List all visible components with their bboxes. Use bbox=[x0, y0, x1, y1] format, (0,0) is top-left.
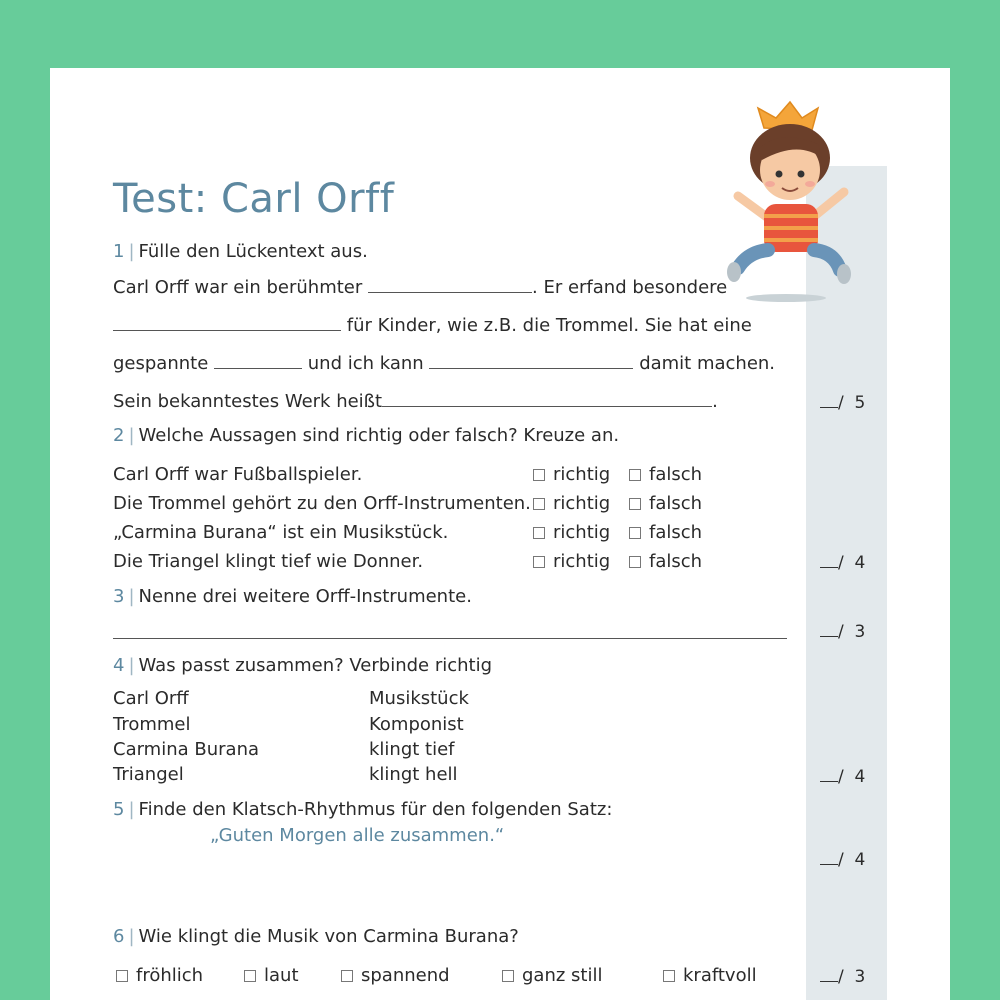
cloze-text: . Er erfand besondere bbox=[532, 277, 728, 298]
checkbox[interactable] bbox=[533, 527, 545, 539]
option-label: laut bbox=[264, 965, 299, 986]
page-title: Test: Carl Orff bbox=[113, 176, 395, 222]
score-task-2 bbox=[820, 553, 880, 573]
task-1-prompt: Fülle den Lückentext aus. bbox=[138, 241, 368, 262]
cloze-line-4 bbox=[113, 391, 718, 412]
cloze-text: für Kinder, wie z.B. die Trommel. Sie hat eine bbox=[346, 315, 752, 336]
match-right-4[interactable]: klingt hell bbox=[369, 764, 458, 785]
option-false-1[interactable] bbox=[629, 464, 702, 485]
checkbox[interactable] bbox=[533, 498, 545, 510]
statement-1: Carl Orff war Fußballspieler. bbox=[113, 464, 363, 485]
option-true-3[interactable] bbox=[533, 522, 610, 543]
option-label: fröhlich bbox=[136, 965, 204, 986]
cloze-blank[interactable] bbox=[113, 316, 341, 331]
cloze-line-2 bbox=[113, 315, 752, 336]
option-label: richtig bbox=[553, 464, 611, 485]
checkbox[interactable] bbox=[341, 970, 353, 982]
rhythm-sentence: „Guten Morgen alle zusammen.“ bbox=[210, 825, 505, 846]
score-blank[interactable] bbox=[820, 769, 838, 782]
option-true-4[interactable] bbox=[533, 551, 610, 572]
option-true-2[interactable] bbox=[533, 493, 610, 514]
option-true-1[interactable] bbox=[533, 464, 610, 485]
score-blank[interactable] bbox=[820, 969, 838, 982]
statement-4: Die Triangel klingt tief wie Donner. bbox=[113, 551, 424, 572]
score-slash: / bbox=[838, 393, 844, 413]
answer-line[interactable] bbox=[113, 638, 787, 639]
checkbox[interactable] bbox=[533, 556, 545, 568]
task-2-prompt: Welche Aussagen sind richtig oder falsch? Kreuze an. bbox=[138, 425, 620, 446]
cloze-text: gespannte bbox=[113, 353, 209, 374]
match-right-2[interactable]: Komponist bbox=[369, 714, 464, 735]
score-task-5 bbox=[820, 850, 880, 870]
score-task-1 bbox=[820, 393, 880, 413]
checkbox[interactable] bbox=[502, 970, 514, 982]
checkbox[interactable] bbox=[629, 556, 641, 568]
cloze-text: Sein bekanntestes Werk heißt bbox=[113, 391, 383, 412]
cloze-text: damit machen. bbox=[639, 353, 776, 374]
task-4-number: 4 bbox=[113, 655, 125, 676]
option-false-3[interactable] bbox=[629, 522, 702, 543]
task-5-prompt: Finde den Klatsch-Rhythmus für den folgenden Satz: bbox=[138, 799, 613, 820]
score-slash: / bbox=[838, 967, 844, 987]
option-label: kraftvoll bbox=[683, 965, 757, 986]
option-label: richtig bbox=[553, 493, 611, 514]
task-5-number: 5 bbox=[113, 799, 125, 820]
task-3-heading: 3 | Nenne drei weitere Orff-Instrumente. bbox=[113, 586, 472, 607]
boy-illustration bbox=[718, 100, 858, 305]
option-label: spannend bbox=[361, 965, 450, 986]
task-2-number: 2 bbox=[113, 425, 125, 446]
task-3-prompt: Nenne drei weitere Orff-Instrumente. bbox=[138, 586, 472, 607]
option-label: falsch bbox=[649, 551, 703, 572]
option-false-4[interactable] bbox=[629, 551, 702, 572]
cloze-text: Carl Orff war ein berühmter bbox=[113, 277, 363, 298]
checkbox[interactable] bbox=[116, 970, 128, 982]
match-left-4[interactable]: Triangel bbox=[113, 764, 184, 785]
option-label: richtig bbox=[553, 551, 611, 572]
match-right-3[interactable]: klingt tief bbox=[369, 739, 455, 760]
checkbox[interactable] bbox=[629, 469, 641, 481]
task-4-heading: 4 | Was passt zusammen? Verbinde richtig bbox=[113, 655, 493, 676]
task-2-heading: 2 | Welche Aussagen sind richtig oder falsch? Kreuze an. bbox=[113, 425, 620, 446]
option-label: ganz still bbox=[522, 965, 603, 986]
task-6-prompt: Wie klingt die Musik von Carmina Burana? bbox=[138, 926, 519, 947]
checkbox[interactable] bbox=[629, 527, 641, 539]
option-false-2[interactable] bbox=[629, 493, 702, 514]
task-1-heading: 1 | Fülle den Lückentext aus. bbox=[113, 241, 368, 262]
task-5-heading: 5 | Finde den Klatsch-Rhythmus für den folgenden Satz: bbox=[113, 799, 613, 820]
task-6-number: 6 bbox=[113, 926, 125, 947]
score-max: 4 bbox=[854, 850, 866, 870]
option-laut[interactable] bbox=[244, 965, 299, 986]
score-task-4 bbox=[820, 767, 880, 787]
task-1-number: 1 bbox=[113, 241, 125, 262]
match-left-1[interactable]: Carl Orff bbox=[113, 688, 189, 709]
cloze-blank[interactable] bbox=[382, 392, 712, 407]
score-slash: / bbox=[838, 767, 844, 787]
match-right-1[interactable]: Musikstück bbox=[369, 688, 469, 709]
option-label: richtig bbox=[553, 522, 611, 543]
task-3-number: 3 bbox=[113, 586, 125, 607]
option-spannend[interactable] bbox=[341, 965, 450, 986]
option-ganz-still[interactable] bbox=[502, 965, 602, 986]
score-slash: / bbox=[838, 622, 844, 642]
option-label: falsch bbox=[649, 522, 703, 543]
score-blank[interactable] bbox=[820, 624, 838, 637]
score-task-3 bbox=[820, 622, 880, 642]
option-kraftvoll[interactable] bbox=[663, 965, 757, 986]
score-max: 4 bbox=[854, 553, 866, 573]
score-max: 3 bbox=[854, 622, 866, 642]
cloze-blank[interactable] bbox=[214, 354, 302, 369]
score-max: 5 bbox=[854, 393, 866, 413]
checkbox[interactable] bbox=[663, 970, 675, 982]
score-max: 4 bbox=[854, 767, 866, 787]
score-blank[interactable] bbox=[820, 852, 838, 865]
cloze-line-1 bbox=[113, 277, 727, 298]
cloze-text: und ich kann bbox=[307, 353, 424, 374]
cloze-text: . bbox=[712, 391, 718, 412]
option-label: falsch bbox=[649, 464, 703, 485]
cloze-blank[interactable] bbox=[368, 278, 532, 293]
task-4-prompt: Was passt zusammen? Verbinde richtig bbox=[138, 655, 493, 676]
score-blank[interactable] bbox=[820, 395, 838, 408]
checkbox[interactable] bbox=[533, 469, 545, 481]
score-blank[interactable] bbox=[820, 555, 838, 568]
statement-2: Die Trommel gehört zu den Orff-Instrumenten. bbox=[113, 493, 531, 514]
task-6-heading: 6 | Wie klingt die Musik von Carmina Burana? bbox=[113, 926, 519, 947]
score-slash: / bbox=[838, 850, 844, 870]
option-froehlich[interactable] bbox=[116, 965, 203, 986]
checkbox[interactable] bbox=[244, 970, 256, 982]
score-task-6 bbox=[820, 967, 880, 987]
option-label: falsch bbox=[649, 493, 703, 514]
score-max: 3 bbox=[854, 967, 866, 987]
statement-3: „Carmina Burana“ ist ein Musikstück. bbox=[113, 522, 449, 543]
match-left-2[interactable]: Trommel bbox=[113, 714, 191, 735]
match-left-3[interactable]: Carmina Burana bbox=[113, 739, 260, 760]
cloze-blank[interactable] bbox=[429, 354, 633, 369]
cloze-line-3 bbox=[113, 353, 775, 374]
checkbox[interactable] bbox=[629, 498, 641, 510]
score-slash: / bbox=[838, 553, 844, 573]
